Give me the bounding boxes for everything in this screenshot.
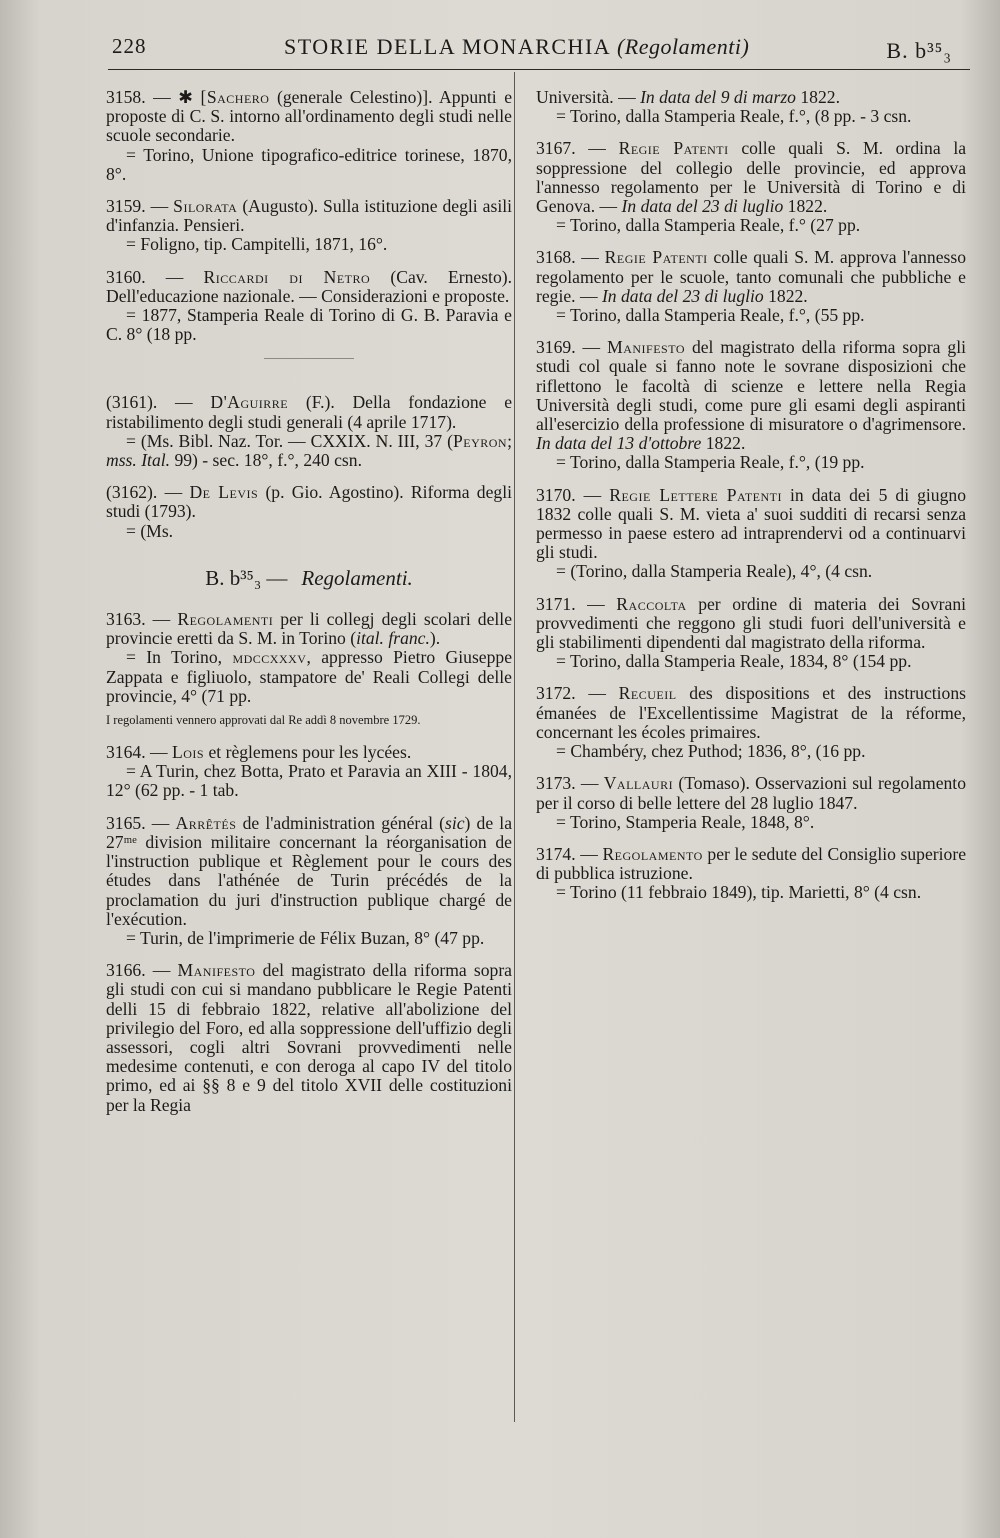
entry-3166-continued: Università. — In data del 9 di marzo 1822. = Torino, dalla Stamperia Reale, f.°, (8 pp. - 3 csn. — [536, 88, 966, 126]
page-title: STORIE DELLA MONARCHIA (Regolamenti) — [284, 34, 750, 59]
entry-3174: 3174. — Regolamento per le sedute del Consiglio superiore di pubblica istruzione. = Torino (11 febbraio 1849), tip. Marietti, 8° (4 csn. — [536, 843, 966, 903]
entry-author: Riccardi di Netro — [203, 266, 371, 287]
entry-3165: 3165. — Arrêtés de l'administration général (sic) de la 27ᵐᵉ division militaire concernant la réorganisation de l'instruction publique et Règlement pour le cours des études dans l'athénée de Turin précédés de la proclamation du juri d'instruction publique chargé de l'exécution. = Turin, de l'imprimerie de Félix Buzan, 8° (47 pp. — [106, 812, 513, 948]
entry-imprint: = Foligno, tip. Campitelli, 1871, 16°. — [126, 234, 388, 255]
entry-author: Silorata — [173, 196, 238, 217]
entry-imprint: = Torino (11 febbraio 1849), tip. Marietti, 8° (4 csn. — [556, 882, 922, 903]
entry-3173: 3173. — Vallauri (Tomaso). Osservazioni sul regolamento per il corso di belle lettere del 28 luglio 1847. = Torino, Stamperia Reale, 1848, 8°. — [536, 773, 966, 832]
entry-author: Recueil — [618, 683, 677, 704]
entry-author: Manifesto — [607, 337, 685, 358]
entry-imprint: = (Torino, dalla Stamperia Reale), 4°, (4 csn. — [556, 561, 873, 582]
entry-author: Regie Patenti — [618, 138, 729, 159]
entry-imprint: = Torino, dalla Stamperia Reale, 1834, 8° (154 pp. — [556, 651, 912, 672]
entry-3168: 3168. — Regie Patenti colle quali S. M. approva l'annesso regolamento per le scuole, tanto comunali che pubbliche e regie. — In data del 23 di luglio 1822. = Torino, dalla Stamperia Reale, f.°, (55 pp. — [536, 247, 966, 326]
left-column — [106, 88, 512, 1128]
entry-imprint: = A Turin, chez Botta, Prato et Paravia an XIII - 1804, 12° (62 pp. - 1 tab. — [106, 761, 512, 801]
entry-imprint: = Torino, dalla Stamperia Reale, f.° (27 pp. — [556, 215, 861, 236]
asterisk-mark: ✱ — [178, 87, 193, 107]
separator-rule — [264, 358, 354, 359]
column-divider — [514, 72, 515, 1422]
entry-imprint: = (Ms. Bibl. Naz. Tor. — CXXIX. N. III, 37 (Peyron; mss. Ital. 99) - sec. 18°, f.°, 240 csn. — [106, 430, 512, 471]
entry-author: [Sachero — [200, 87, 270, 107]
right-column — [536, 88, 966, 916]
entry-3163: 3163. — Regolamenti per li collegj degli scolari delle provincie eretti da S. M. in Torino (ital. franc.). = In Torino, mdccxxxv, appresso Pietro Giuseppe Zappata e figliuolo, stampatore de' Reali Collegi delle provincie, 4° (71 pp. — [106, 609, 513, 706]
footnote: I regolamenti vennero approvati dal Re addì 8 novembre 1729. — [106, 713, 421, 728]
entry-3159: 3159. — Silorata (Augusto). Sulla istituzione degli asili d'infanzia. Pensieri. = Foligno, tip. Campitelli, 1871, 16°. — [106, 196, 512, 255]
entry-imprint: = Torino, Unione tipografico-editrice torinese, 1870, 8°. — [106, 144, 512, 184]
section-mark: B. b³⁵₃ — [886, 38, 952, 63]
entry-author: Manifesto — [177, 960, 256, 981]
entry-imprint: = Torino, Stamperia Reale, 1848, 8°. — [556, 811, 815, 832]
entry-author: Vallauri — [603, 773, 674, 794]
entry-imprint: = Turin, de l'imprimerie de Félix Buzan, 8° (47 pp. — [126, 927, 485, 948]
section-heading: B. b³⁵₃ — Regolamenti. — [205, 565, 413, 590]
entry-3169: 3169. — Manifesto del magistrato della riforma sopra gli studi col quale si fanno note le sovrane disposizioni che riflettono le facoltà di scienze e lettere nella Regia Università degli studi, come pure gli esami degli aspiranti all'esercizio della professione di misuratore o d'agrimensore. In data del 13 d'ottobre 1822. = Torino, dalla Stamperia Reale, f.°, (19 pp. — [536, 337, 966, 473]
entry-author: Arrêtés — [175, 812, 237, 833]
entry-3166: 3166. — Manifesto del magistrato della riforma sopra gli studi con cui si mandano pubblicare le Regie Patenti delli 15 di febbraio 1822, relative all'abolizione del privilegio del Foro, ed alla soppressione dell'uffizio degli assessori, cogli altri Sovrani provvedimenti nelle medesime contenuti, e con deroga al capo IV del titolo primo, ed ai §§ 8 e 9 del titolo XVII delle costituzioni per la Regia — [106, 960, 512, 1115]
entry-imprint: = (Ms. — [126, 520, 174, 541]
entry-author: Regie Patenti — [604, 247, 708, 268]
entry-3161: (3161). — D'Aguirre (F.). Della fondazione e ristabilimento degli studi generali (4 aprile 1717). = (Ms. Bibl. Naz. Tor. — CXXIX. N. III, 37 (Peyron; mss. Ital. 99) - sec. 18°, f.°, 240 csn. — [106, 392, 513, 471]
entry-imprint: = In Torino, mdccxxxv, appresso Pietro Giuseppe Zappata e figliuolo, stampatore de' Reali Collegi delle provincie, 4° (71 pp. — [106, 647, 512, 706]
entry-3171: 3171. — Raccolta per ordine di materia dei Sovrani provvedimenti che reggono gli studi fuori dell'università e gli stabilimenti dipendenti dal magistrato della riforma. = Torino, dalla Stamperia Reale, 1834, 8° (154 pp. — [536, 593, 967, 672]
entry-imprint: = Torino, dalla Stamperia Reale, f.°, (55 pp. — [556, 305, 865, 326]
entry-3158: 3158. — ✱ [Sachero (generale Celestino)]. Appunti e proposte di C. S. intorno all'ordinamento degli studi nelle scuole secondarie. = Torino, Unione tipografico-editrice torinese, 1870, 8°. — [106, 87, 513, 184]
page-subtitle: (Regolamenti) — [616, 34, 750, 59]
entry-3164: 3164. — Lois et règlemens pour les lycées. = A Turin, chez Botta, Prato et Paravia an XIII - 1804, 12° (62 pp. - 1 tab. — [106, 742, 512, 801]
entry-3162: (3162). — De Levis (p. Gio. Agostino). Riforma degli studi (1793). = (Ms. — [106, 482, 512, 541]
entry-imprint: = 1877, Stamperia Reale di Torino di G. B. Paravia e C. 8° (18 pp. — [106, 305, 512, 345]
entry-imprint: = Chambéry, chez Puthod; 1836, 8°, (16 pp. — [556, 741, 866, 762]
entry-author: Regolamento — [602, 843, 703, 864]
entry-author: De Levis — [189, 482, 259, 503]
entry-3160: 3160. — Riccardi di Netro (Cav. Ernesto). Dell'educazione nazionale. — Considerazioni e proposte. = 1877, Stamperia Reale di Torino di G. B. Paravia e C. 8° (18 pp. — [106, 266, 512, 345]
entry-3170: 3170. — Regie Lettere Patenti in data dei 5 di giugno 1832 colle quali S. M. vieta a' suoi sudditi di recarsi senza permesso in paese estero ad intraprendervi od a continuarvi gli studi. = (Torino, dalla Stamperia Reale), 4°, (4 csn. — [536, 484, 966, 582]
page-number: 228 — [112, 34, 147, 58]
entry-author: Raccolta — [616, 593, 687, 614]
running-header — [108, 30, 970, 70]
entry-author: Regie Lettere Patenti — [609, 484, 783, 505]
entry-author: Lois — [171, 742, 205, 763]
entry-imprint: = Torino, dalla Stamperia Reale, f.°, (8 pp. - 3 csn. — [556, 106, 912, 127]
entry-imprint: = Torino, dalla Stamperia Reale, f.°, (19 pp. — [556, 452, 865, 473]
entry-author: D'Aguirre — [210, 392, 289, 413]
entry-3172: 3172. — Recueil des dispositions et des instructions émanées de l'Excellentissime Magistrat de la réforme, concernant les écoles primaires. = Chambéry, chez Puthod; 1836, 8°, (16 pp. — [536, 683, 967, 762]
entry-3167: 3167. — Regie Patenti colle quali S. M. ordina la soppressione del collegio delle provincie, ed approva l'annesso regolamento per le Università di Torino e di Genova. — In data del 23 di luglio 1822. = Torino, dalla Stamperia Reale, f.° (27 pp. — [536, 138, 967, 236]
entry-author: Regolamenti — [177, 609, 274, 630]
